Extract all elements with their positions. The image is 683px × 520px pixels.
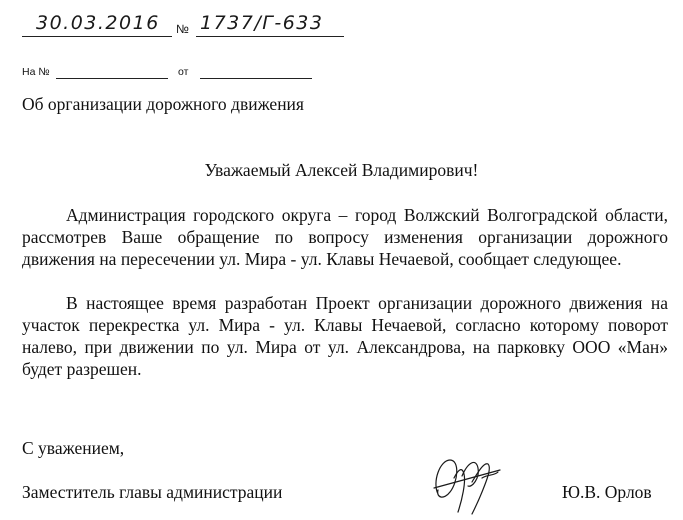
number-prefix: № — [176, 22, 189, 36]
reply-date-blank — [200, 78, 312, 79]
greeting: Уважаемый Алексей Владимирович! — [204, 160, 479, 180]
date-underline — [22, 36, 172, 37]
from-label: от — [178, 66, 189, 78]
reply-to-label: На № — [22, 66, 50, 78]
letter-number: 1737/Г-633 — [200, 12, 324, 34]
signature-icon — [428, 448, 506, 516]
body-paragraph-2: В настоящее время разработан Проект организации дорожного движения на участок перекрестка ул. Мира - ул. Клавы Нечаевой, согласно которому поворот налево, при движении по ул. Мира от ул. Александрова, на парковку ООО «Ман» будет разрешен. — [22, 293, 668, 379]
letter-date: 30.03.2016 — [36, 12, 160, 34]
closing: С уважением, — [22, 438, 125, 458]
signatory-position: Заместитель главы администрации — [22, 482, 283, 502]
signatory-name: Ю.В. Орлов — [562, 482, 652, 502]
number-underline — [196, 36, 344, 37]
body-paragraph-1: Администрация городского округа – город Волжский Волгоградской области, рассмотрев Ваше обращение по вопросу изменения организации дорожного движения на пересечении ул. Мира - ул. Клавы Нечаевой, сообщает следующее. — [22, 205, 668, 269]
reply-number-blank — [56, 78, 168, 79]
letter-subject: Об организации дорожного движения — [22, 94, 304, 114]
